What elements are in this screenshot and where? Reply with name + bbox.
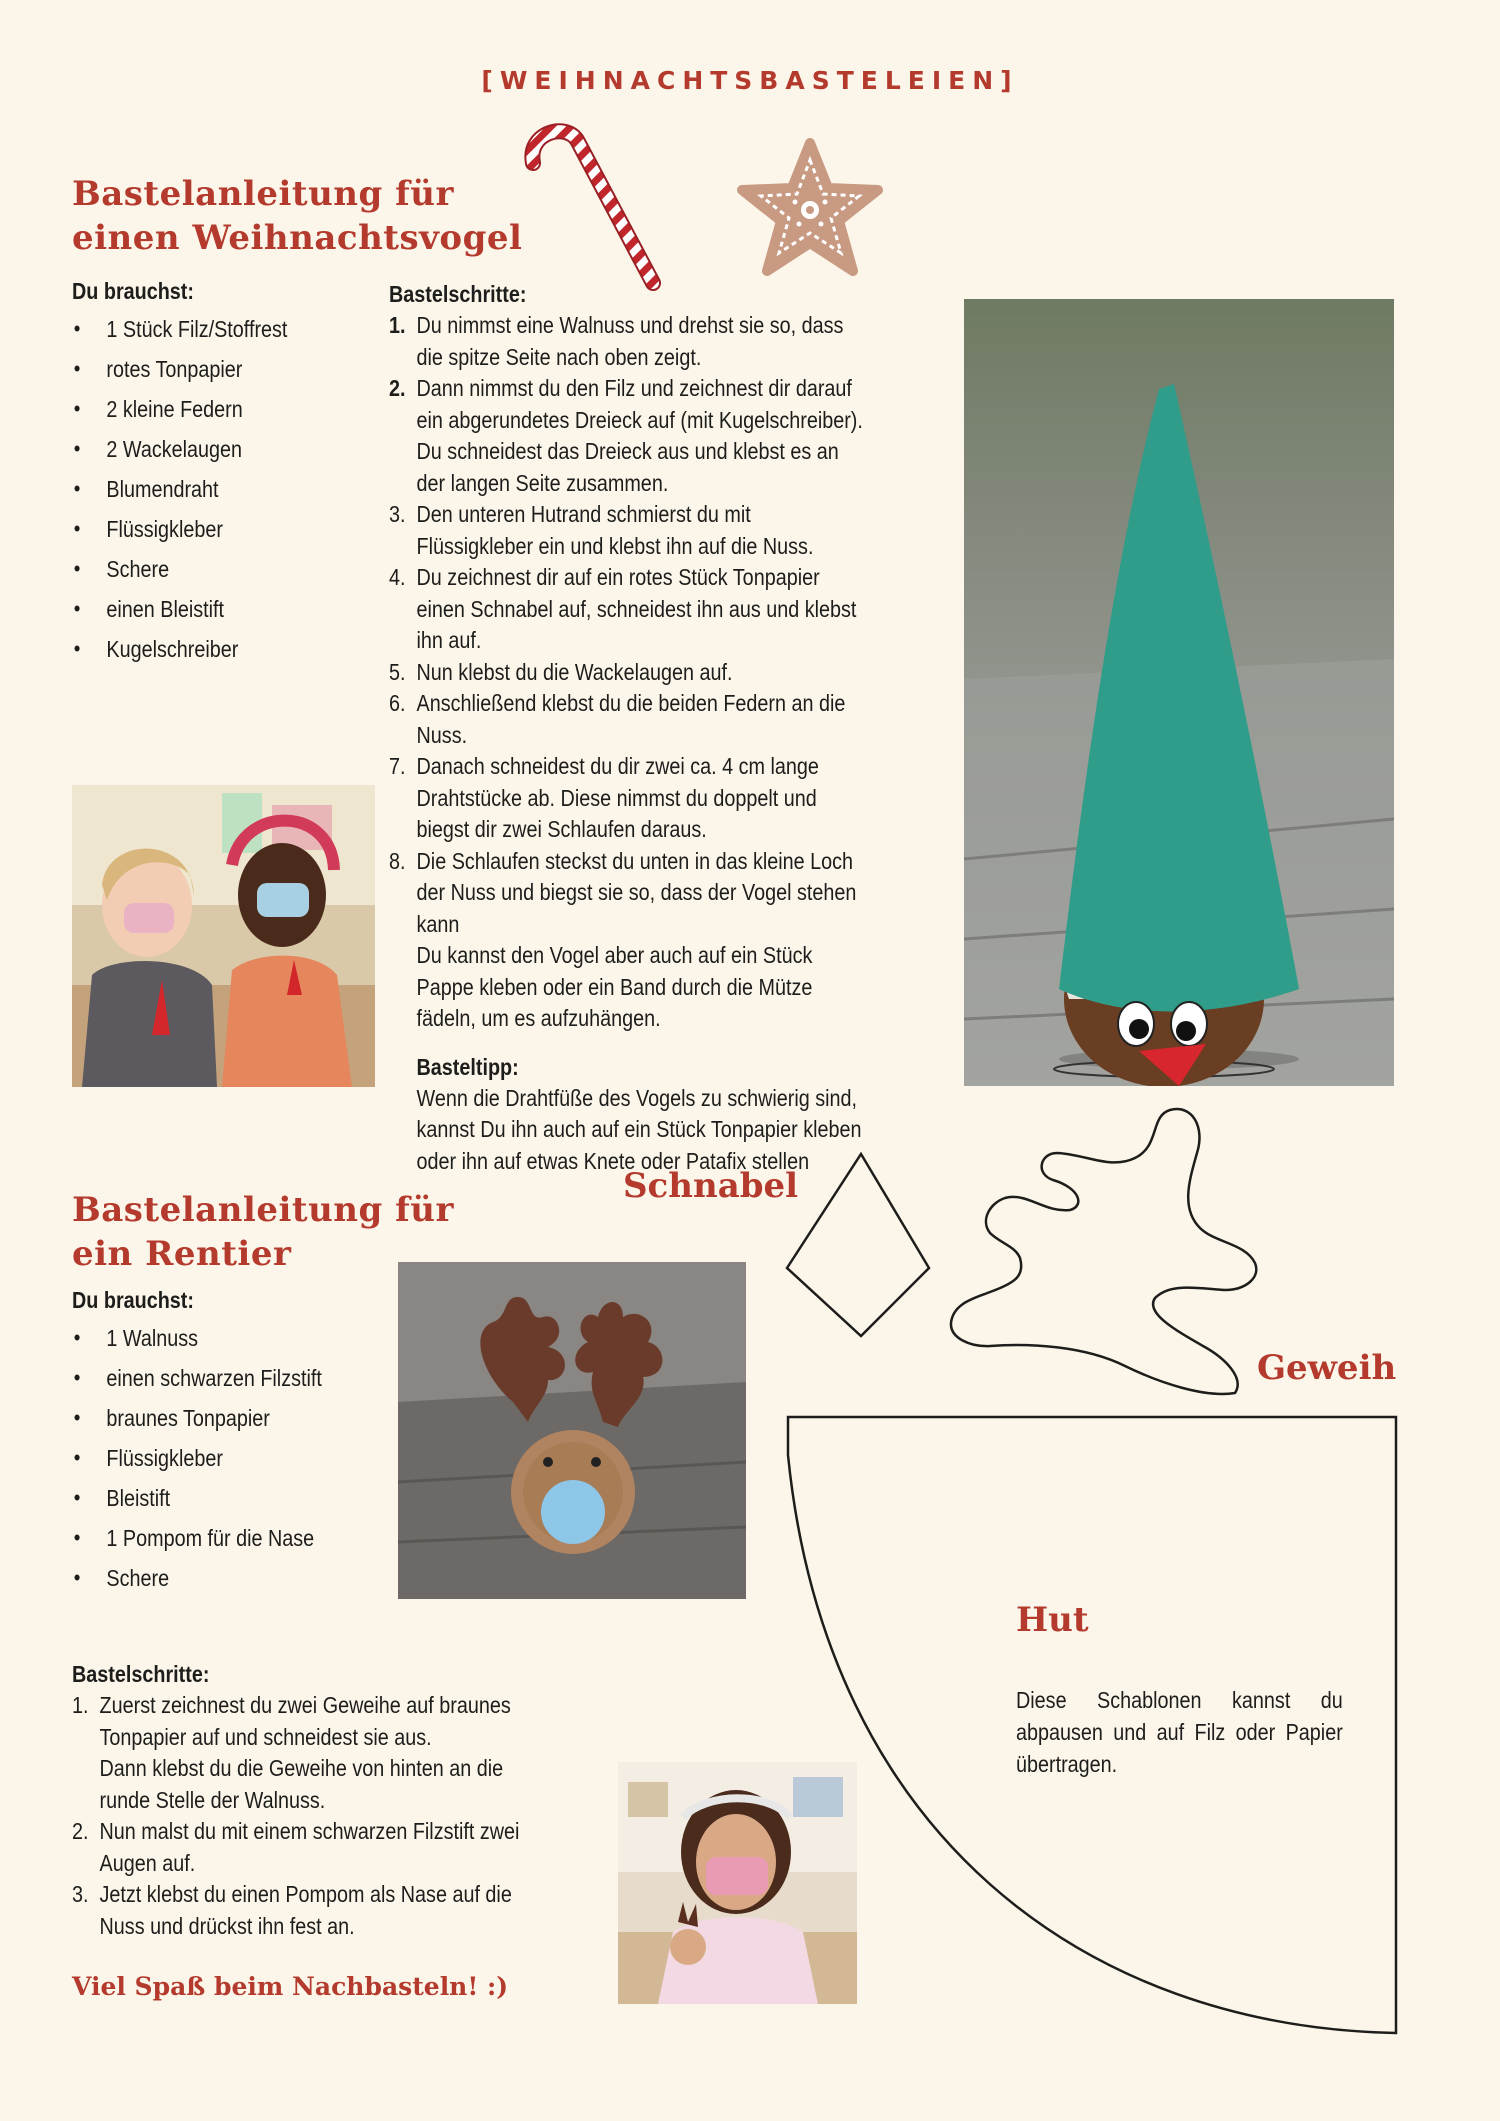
list-item xyxy=(389,562,871,657)
bird-title xyxy=(72,172,532,260)
step-text: Nun klebst du die Wackelaugen auf. xyxy=(416,658,733,685)
list-item xyxy=(389,310,871,373)
reindeer-steps-heading: Bastelschritte: xyxy=(72,1661,210,1687)
list-item: • 2 Wackelaugen xyxy=(72,429,382,469)
reindeer-materials-list xyxy=(72,1318,382,1598)
list-item: • Kugelschreiber xyxy=(72,629,382,669)
step-number: 4. xyxy=(389,564,406,590)
hat-label: Hut xyxy=(1016,1600,1089,1640)
step-number: 6. xyxy=(389,690,406,716)
bird-craft-photo xyxy=(964,299,1394,1086)
step-text: Zuerst zeichnest du zwei Geweihe auf braunes Tonpapier auf und schneidest sie aus. xyxy=(99,1692,511,1750)
list-item xyxy=(389,688,871,751)
step-text: Du nimmst eine Walnuss und drehst sie so, dass die spitze Seite nach oben zeigt. xyxy=(416,312,844,370)
reindeer-materials xyxy=(72,1287,382,1598)
list-item: • Schere xyxy=(72,549,382,589)
candy-cane-icon xyxy=(515,118,665,293)
step-number: 8. xyxy=(389,847,406,874)
step-number: 2. xyxy=(72,1818,89,1844)
step-text: Nun malst du mit einem schwarzen Filzstift zwei Augen auf. xyxy=(99,1818,520,1876)
list-item: • Flüssigkleber xyxy=(72,509,382,549)
list-item xyxy=(389,846,871,1035)
bird-materials xyxy=(72,278,382,669)
step-text: Dann klebst du die Geweihe von hinten an die runde Stelle der Walnuss. xyxy=(99,1755,504,1813)
list-item: • Flüssigkleber xyxy=(72,1438,382,1478)
antler-label: Geweih xyxy=(1257,1348,1397,1388)
list-item xyxy=(389,657,871,689)
step-text: Du zeichnest dir auf ein rotes Stück Tonpapier einen Schnabel auf, schneidest ihn aus und klebst ihn auf. xyxy=(416,564,857,653)
list-item xyxy=(389,373,871,499)
beak-template xyxy=(783,1150,933,1340)
bird-tip-text: Wenn die Drahtfüße des Vogels zu schwierig sind, kannst Du ihn auch auf ein Stück Tonpapier kleben oder ihn auf etwas Knete oder Patafix stellen xyxy=(416,1084,862,1174)
step-number: 1. xyxy=(389,312,406,338)
reindeer-craft-photo xyxy=(398,1262,746,1599)
reindeer-steps xyxy=(72,1658,554,1942)
gingerbread-star-icon xyxy=(735,138,885,283)
bird-steps-heading: Bastelschritte: xyxy=(389,281,527,307)
list-item: • Blumendraht xyxy=(72,469,382,509)
list-item xyxy=(72,1816,554,1879)
bird-title-line2: einen Weihnachtsvogel xyxy=(72,218,523,258)
hat-template-note: Diese Schablonen kannst du abpausen und auf Filz oder Papier übertragen. xyxy=(1016,1687,1343,1777)
step-number: 3. xyxy=(389,501,406,527)
children-photo xyxy=(72,785,375,1087)
list-item xyxy=(389,751,871,846)
bird-tip-heading: Basteltipp: xyxy=(416,1053,519,1080)
step-text: Danach schneidest du dir zwei ca. 4 cm lange Drahtstücke ab. Diese nimmst du doppelt und biegst dir zwei Schlaufen daraus. xyxy=(416,753,819,842)
reindeer-title-line1: Bastelanleitung für xyxy=(72,1190,454,1230)
list-item: • 1 Pompom für die Nase xyxy=(72,1518,382,1558)
bird-materials-list xyxy=(72,309,382,669)
list-item: • 2 kleine Federn xyxy=(72,389,382,429)
list-item: • 1 Stück Filz/Stoffrest xyxy=(72,309,382,349)
reindeer-steps-list xyxy=(72,1690,554,1942)
list-item xyxy=(389,499,871,562)
step-number: 1. xyxy=(72,1692,89,1718)
step-text: Anschließend klebst du die beiden Federn an die Nuss. xyxy=(416,690,846,748)
list-item: • braunes Tonpapier xyxy=(72,1398,382,1438)
closing-text: Viel Spaß beim Nachbasteln! :) xyxy=(72,1972,509,2001)
list-item xyxy=(72,1690,554,1816)
list-item xyxy=(72,1879,554,1942)
list-item: • einen Bleistift xyxy=(72,589,382,629)
list-item: • 1 Walnuss xyxy=(72,1318,382,1358)
step-text: Du kannst den Vogel aber auch auf ein Stück Pappe kleben oder ein Band durch die Mütze fädeln, um es aufzuhängen. xyxy=(416,942,813,1031)
bird-materials-heading: Du brauchst: xyxy=(72,278,194,304)
reindeer-title-line2: ein Rentier xyxy=(72,1234,292,1274)
list-item: • einen schwarzen Filzstift xyxy=(72,1358,382,1398)
list-item: • Schere xyxy=(72,1558,382,1598)
reindeer-materials-heading: Du brauchst: xyxy=(72,1287,194,1313)
step-number: 5. xyxy=(389,658,406,685)
bird-steps-list xyxy=(389,310,871,1035)
list-item: • rotes Tonpapier xyxy=(72,349,382,389)
step-text: Die Schlaufen steckst du unten in das kleine Loch der Nuss und biegst sie so, dass der Vogel stehen kann xyxy=(416,847,857,937)
antler-template xyxy=(935,1098,1265,1402)
bird-title-line1: Bastelanleitung für xyxy=(72,174,454,214)
step-text: Jetzt klebst du einen Pompom als Nase auf die Nuss und drückst ihn fest an. xyxy=(99,1881,512,1939)
step-number: 3. xyxy=(72,1881,89,1907)
step-text: Dann nimmst du den Filz und zeichnest dir darauf ein abgerundetes Dreieck auf (mit Kugelschreiber). xyxy=(416,375,863,433)
bird-steps xyxy=(389,278,871,1177)
list-item: • Bleistift xyxy=(72,1478,382,1518)
step-text: Den unteren Hutrand schmierst du mit Flüssigkleber ein und klebst ihn auf die Nuss. xyxy=(416,501,814,559)
step-text: Du schneidest das Dreieck aus und klebst es an der langen Seite zusammen. xyxy=(416,438,839,496)
section-kicker: [WEIHNACHTSBASTELEIEN] xyxy=(481,66,1019,95)
beak-label: Schnabel xyxy=(623,1166,799,1206)
step-number: 2. xyxy=(389,375,406,401)
step-number: 7. xyxy=(389,753,406,779)
